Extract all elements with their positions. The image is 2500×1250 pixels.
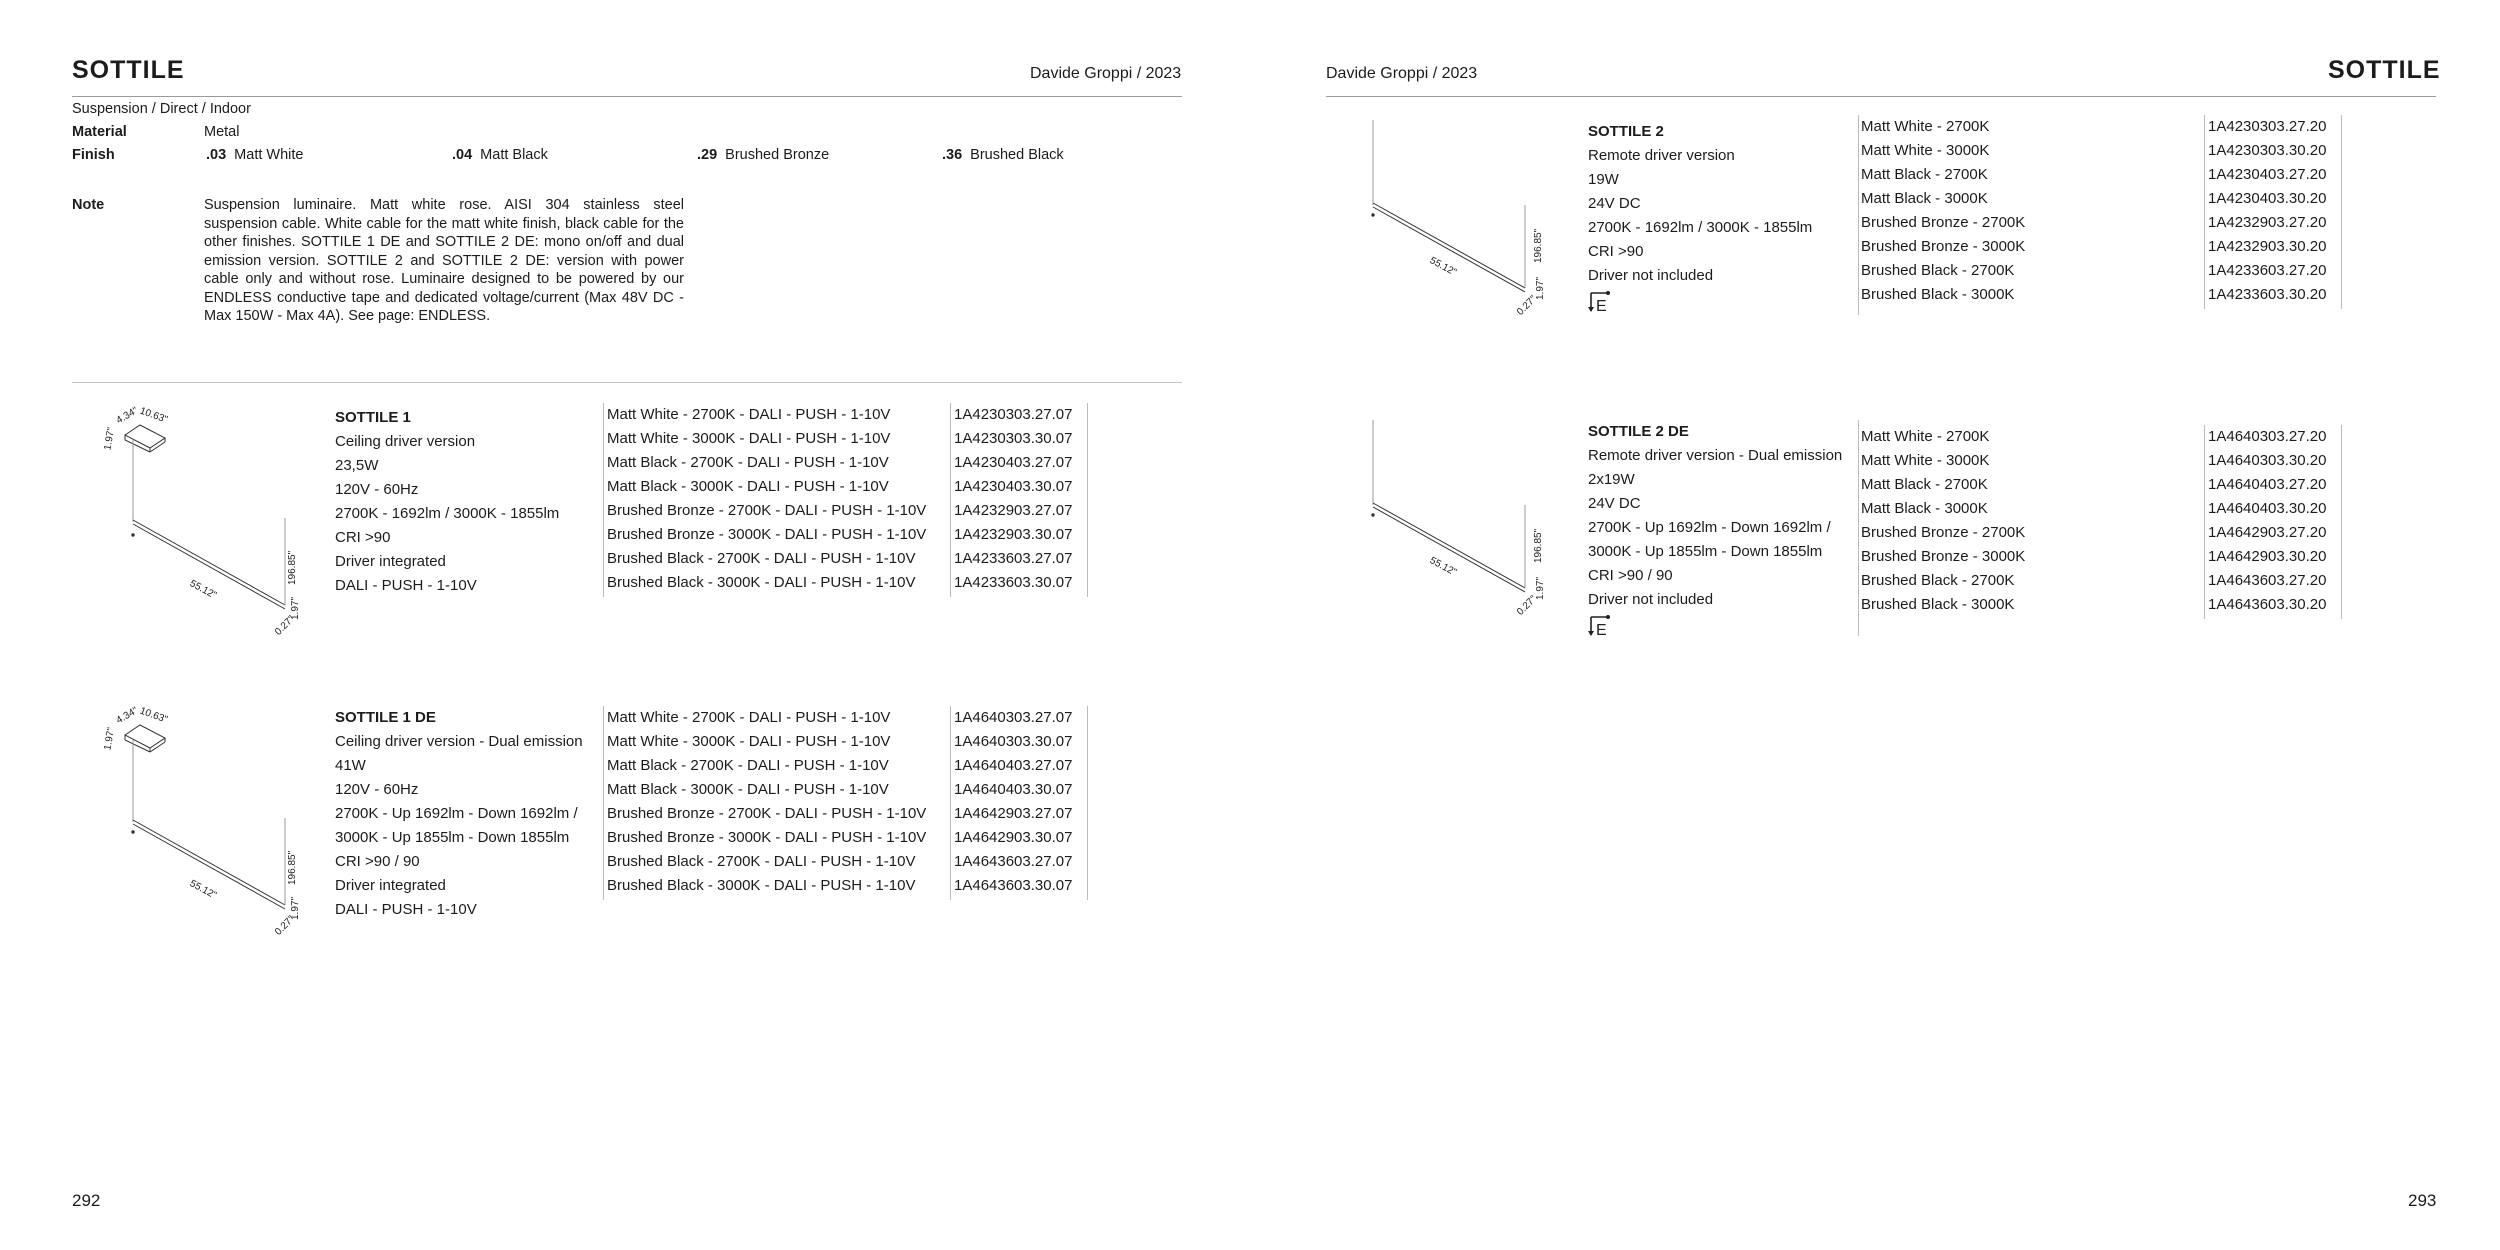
finish-code: .29 bbox=[697, 147, 718, 163]
variant-code: 1A4233603.27.20 bbox=[2208, 262, 2327, 279]
variant-name: Matt Black - 3000K - DALI - PUSH - 1-10V bbox=[607, 478, 889, 495]
author-left: Davide Groppi / 2023 bbox=[1030, 65, 1182, 82]
page-number-left: 292 bbox=[72, 1191, 101, 1210]
variant-name: Matt Black - 3000K - DALI - PUSH - 1-10V bbox=[607, 781, 889, 798]
variant-code: 1A4233603.27.07 bbox=[954, 550, 1073, 567]
sottile-2-de-drawing bbox=[1365, 415, 1565, 630]
spec-line: Remote driver version bbox=[1588, 147, 1735, 164]
dim-label: 1.97" bbox=[1535, 576, 1546, 600]
finish-name: Matt Black bbox=[480, 147, 548, 163]
spec-line: 23,5W bbox=[335, 457, 379, 474]
spec-line: Ceiling driver version bbox=[335, 433, 476, 450]
spec-line: 2700K - Up 1692lm - Down 1692lm / bbox=[1588, 519, 1831, 536]
material-label: Material bbox=[72, 124, 127, 140]
finish-label: Finish bbox=[72, 147, 115, 163]
product-spec-sottile-1-de bbox=[335, 706, 600, 922]
finish-item bbox=[942, 147, 1064, 163]
variant-code: 1A4640403.27.20 bbox=[2208, 476, 2327, 493]
variant-code: 1A4232903.27.20 bbox=[2208, 214, 2327, 231]
variant-code: 1A4642903.30.07 bbox=[954, 829, 1073, 846]
variant-name: Matt Black - 2700K bbox=[1861, 476, 1988, 493]
dim-label: 1.97" bbox=[102, 726, 118, 752]
variant-code: 1A4643603.27.07 bbox=[954, 853, 1073, 870]
endless-tape-icon bbox=[1588, 290, 1850, 322]
variant-table-sottile-1-de bbox=[603, 706, 1088, 900]
variant-name: Brushed Black - 3000K bbox=[1861, 596, 2015, 613]
product-name: SOTTILE 1 bbox=[335, 409, 411, 426]
spec-line: CRI >90 bbox=[335, 529, 391, 546]
spec-line: 2x19W bbox=[1588, 471, 1635, 488]
spec-line: 41W bbox=[335, 757, 366, 774]
finish-name: Brushed Bronze bbox=[725, 147, 830, 163]
variant-code: 1A4230403.27.20 bbox=[2208, 166, 2327, 183]
variant-table-sottile-1 bbox=[603, 403, 1088, 597]
variant-code: 1A4640403.30.20 bbox=[2208, 500, 2327, 517]
variant-name: Matt White - 2700K bbox=[1861, 118, 1990, 135]
variant-code: 1A4232903.30.20 bbox=[2208, 238, 2327, 255]
dim-label: 1.97" bbox=[290, 596, 301, 620]
variant-name: Matt Black - 2700K - DALI - PUSH - 1-10V bbox=[607, 757, 889, 774]
dim-label: 196.85" bbox=[1533, 228, 1544, 263]
variant-code: 1A4230403.30.20 bbox=[2208, 190, 2327, 207]
ceiling-rose-shape bbox=[125, 425, 165, 448]
variant-name: Brushed Black - 2700K bbox=[1861, 572, 2015, 589]
sottile-2-drawing bbox=[1365, 115, 1565, 330]
spec-line: 19W bbox=[1588, 171, 1619, 188]
variant-name: Matt White - 2700K bbox=[1861, 428, 1990, 445]
variant-code: 1A4233603.30.07 bbox=[954, 574, 1073, 591]
spec-line: CRI >90 bbox=[1588, 243, 1644, 260]
variant-code: 1A4640303.27.20 bbox=[2208, 428, 2327, 445]
variant-names bbox=[604, 706, 950, 898]
page-number-right: 293 bbox=[2408, 1191, 2437, 1210]
finish-name: Brushed Black bbox=[970, 147, 1064, 163]
variant-name: Brushed Bronze - 2700K bbox=[1861, 524, 2026, 541]
spec-line: 3000K - Up 1855lm - Down 1855lm bbox=[335, 829, 570, 846]
dim-label: 4.34" bbox=[114, 405, 140, 427]
dim-label: 0.27" bbox=[1514, 293, 1539, 318]
variant-code: 1A4232903.27.07 bbox=[954, 502, 1073, 519]
finish-item bbox=[697, 147, 829, 163]
spec-line: Remote driver version - Dual emission bbox=[1588, 447, 1843, 464]
dim-label: 55.12" bbox=[1427, 255, 1459, 279]
variant-name: Matt White - 2700K - DALI - PUSH - 1-10V bbox=[607, 709, 891, 726]
spec-line: Driver not included bbox=[1588, 591, 1714, 608]
sottile-1-drawing bbox=[95, 400, 315, 640]
dim-label: 1.97" bbox=[102, 426, 118, 452]
variant-code: 1A4643603.27.20 bbox=[2208, 572, 2327, 589]
dim-label: 4.34" bbox=[114, 705, 140, 727]
variant-name: Brushed Bronze - 2700K - DALI - PUSH - 1-10V bbox=[607, 805, 927, 822]
variant-name: Brushed Black - 3000K - DALI - PUSH - 1-10V bbox=[607, 877, 916, 894]
variant-name: Matt Black - 3000K bbox=[1861, 190, 1988, 207]
dim-label: 196.85" bbox=[1533, 528, 1544, 563]
variant-code: 1A4642903.30.20 bbox=[2208, 548, 2327, 565]
spec-line: 2700K - 1692lm / 3000K - 1855lm bbox=[1588, 219, 1813, 236]
variant-name: Brushed Bronze - 2700K bbox=[1861, 214, 2026, 231]
finish-name: Matt White bbox=[234, 147, 304, 163]
variant-name: Brushed Black - 2700K - DALI - PUSH - 1-10V bbox=[607, 853, 916, 870]
material-value: Metal bbox=[204, 124, 240, 140]
variant-name: Brushed Bronze - 3000K bbox=[1861, 548, 2026, 565]
variant-name: Brushed Bronze - 2700K - DALI - PUSH - 1-10V bbox=[607, 502, 927, 519]
dim-label: 196.85" bbox=[287, 850, 298, 885]
variant-code: 1A4643603.30.20 bbox=[2208, 596, 2327, 613]
svg-text:E: E bbox=[1596, 298, 1607, 314]
variant-codes bbox=[2204, 115, 2326, 309]
category-label: Suspension / Direct / Indoor bbox=[72, 101, 251, 117]
spec-line: 2700K - 1692lm / 3000K - 1855lm bbox=[335, 505, 560, 522]
spec-line: 2700K - Up 1692lm - Down 1692lm / bbox=[335, 805, 578, 822]
variant-names bbox=[1858, 115, 2204, 307]
note-text: Suspension luminaire. Matt white rose. AISI 304 stainless steel suspension cable. White cable for the matt white finish, black cable for the other finishes. SOTTILE 1 DE and SOTTILE 2 DE: mono on/off and dual emission version. SOTTILE 2 and SOTTILE 2 DE: version with power cable only and without rose. Luminaire designed to be powered by our ENDLESS conductive tape and dedicated voltage/current (Max 48V DC - Max 150W - Max 4A). See page: ENDLESS. bbox=[204, 197, 684, 324]
header-divider-right bbox=[1326, 96, 2436, 97]
variant-code: 1A4642903.27.20 bbox=[2208, 524, 2327, 541]
variant-codes bbox=[950, 403, 1072, 597]
spec-line: Ceiling driver version - Dual emission bbox=[335, 733, 583, 750]
product-spec-sottile-1 bbox=[335, 406, 595, 598]
page-title-left: SOTTILE bbox=[72, 56, 185, 84]
variant-names bbox=[604, 403, 950, 595]
spec-line: Driver not included bbox=[1588, 267, 1714, 284]
variant-name: Matt White - 3000K bbox=[1861, 452, 1990, 469]
dim-label: 55.12" bbox=[1427, 555, 1459, 579]
spec-line: DALI - PUSH - 1-10V bbox=[335, 577, 477, 594]
variant-code: 1A4230403.27.07 bbox=[954, 454, 1073, 471]
variant-code: 1A4642903.27.07 bbox=[954, 805, 1073, 822]
product-name: SOTTILE 2 DE bbox=[1588, 423, 1689, 440]
product-name: SOTTILE 1 DE bbox=[335, 709, 436, 726]
spec-line: Driver integrated bbox=[335, 877, 446, 894]
sottile-1-de-drawing bbox=[95, 700, 315, 940]
spec-line: CRI >90 / 90 bbox=[1588, 567, 1673, 584]
section-divider bbox=[72, 382, 1182, 383]
variant-code: 1A4640403.30.07 bbox=[954, 781, 1073, 798]
variant-code: 1A4233603.30.20 bbox=[2208, 286, 2327, 303]
finish-item bbox=[206, 147, 303, 163]
dim-label: 0.27" bbox=[1514, 593, 1539, 618]
spec-line: Driver integrated bbox=[335, 553, 446, 570]
note-label: Note bbox=[72, 197, 105, 213]
spec-line: DALI - PUSH - 1-10V bbox=[335, 901, 477, 918]
variant-name: Brushed Black - 2700K - DALI - PUSH - 1-10V bbox=[607, 550, 916, 567]
variant-codes bbox=[950, 706, 1072, 900]
dim-label: 10.63" bbox=[138, 705, 169, 726]
spec-line: CRI >90 / 90 bbox=[335, 853, 420, 870]
dim-label: 1.97" bbox=[290, 896, 301, 920]
variant-codes bbox=[2204, 425, 2326, 619]
variant-code: 1A4230303.27.07 bbox=[954, 406, 1073, 423]
variant-name: Matt White - 3000K - DALI - PUSH - 1-10V bbox=[607, 733, 891, 750]
spec-line: 24V DC bbox=[1588, 495, 1641, 512]
variant-name: Matt Black - 2700K - DALI - PUSH - 1-10V bbox=[607, 454, 889, 471]
variant-name: Brushed Bronze - 3000K bbox=[1861, 238, 2026, 255]
variant-name: Matt White - 2700K - DALI - PUSH - 1-10V bbox=[607, 406, 891, 423]
product-name: SOTTILE 2 bbox=[1588, 123, 1664, 140]
variant-name: Brushed Black - 3000K - DALI - PUSH - 1-10V bbox=[607, 574, 916, 591]
dim-label: 55.12" bbox=[187, 578, 219, 602]
dim-label: 10.63" bbox=[138, 405, 169, 426]
variant-table-sottile-2 bbox=[1858, 115, 2342, 309]
variant-code: 1A4230303.30.20 bbox=[2208, 142, 2327, 159]
author-right: Davide Groppi / 2023 bbox=[1326, 65, 1478, 82]
variant-name: Brushed Bronze - 3000K - DALI - PUSH - 1-10V bbox=[607, 526, 927, 543]
dim-label: 0.27" bbox=[272, 913, 297, 938]
variant-name: Matt Black - 2700K bbox=[1861, 166, 1988, 183]
variant-name: Matt White - 3000K bbox=[1861, 142, 1990, 159]
variant-code: 1A4643603.30.07 bbox=[954, 877, 1073, 894]
endless-tape-icon bbox=[1588, 614, 1853, 646]
dim-label: 55.12" bbox=[187, 878, 219, 902]
variant-code: 1A4640303.30.20 bbox=[2208, 452, 2327, 469]
variant-names bbox=[1858, 425, 2204, 617]
dim-label: 196.85" bbox=[287, 550, 298, 585]
svg-text:E: E bbox=[1596, 622, 1607, 638]
page-title-right: SOTTILE bbox=[2328, 56, 2441, 84]
product-spec-sottile-2-de bbox=[1588, 420, 1853, 646]
variant-code: 1A4230403.30.07 bbox=[954, 478, 1073, 495]
variant-name: Brushed Black - 3000K bbox=[1861, 286, 2015, 303]
spec-line: 24V DC bbox=[1588, 195, 1641, 212]
spec-line: 120V - 60Hz bbox=[335, 781, 419, 798]
variant-code: 1A4640303.27.07 bbox=[954, 709, 1073, 726]
variant-code: 1A4232903.30.07 bbox=[954, 526, 1073, 543]
variant-code: 1A4640403.27.07 bbox=[954, 757, 1073, 774]
finish-item bbox=[452, 147, 548, 163]
finish-code: .03 bbox=[206, 147, 227, 163]
variant-name: Matt White - 3000K - DALI - PUSH - 1-10V bbox=[607, 430, 891, 447]
product-spec-sottile-2 bbox=[1588, 120, 1850, 322]
variant-name: Brushed Bronze - 3000K - DALI - PUSH - 1-10V bbox=[607, 829, 927, 846]
variant-code: 1A4230303.27.20 bbox=[2208, 118, 2327, 135]
header-divider-left bbox=[72, 96, 1182, 97]
variant-code: 1A4640303.30.07 bbox=[954, 733, 1073, 750]
variant-name: Matt Black - 3000K bbox=[1861, 500, 1988, 517]
dim-label: 1.97" bbox=[1535, 276, 1546, 300]
finish-code: .36 bbox=[942, 147, 963, 163]
spec-line: 3000K - Up 1855lm - Down 1855lm bbox=[1588, 543, 1823, 560]
finish-code: .04 bbox=[452, 147, 473, 163]
variant-name: Brushed Black - 2700K bbox=[1861, 262, 2015, 279]
dim-label: 0.27" bbox=[272, 613, 297, 638]
variant-code: 1A4230303.30.07 bbox=[954, 430, 1073, 447]
variant-table-sottile-2-de bbox=[1858, 425, 2342, 619]
spec-line: 120V - 60Hz bbox=[335, 481, 419, 498]
